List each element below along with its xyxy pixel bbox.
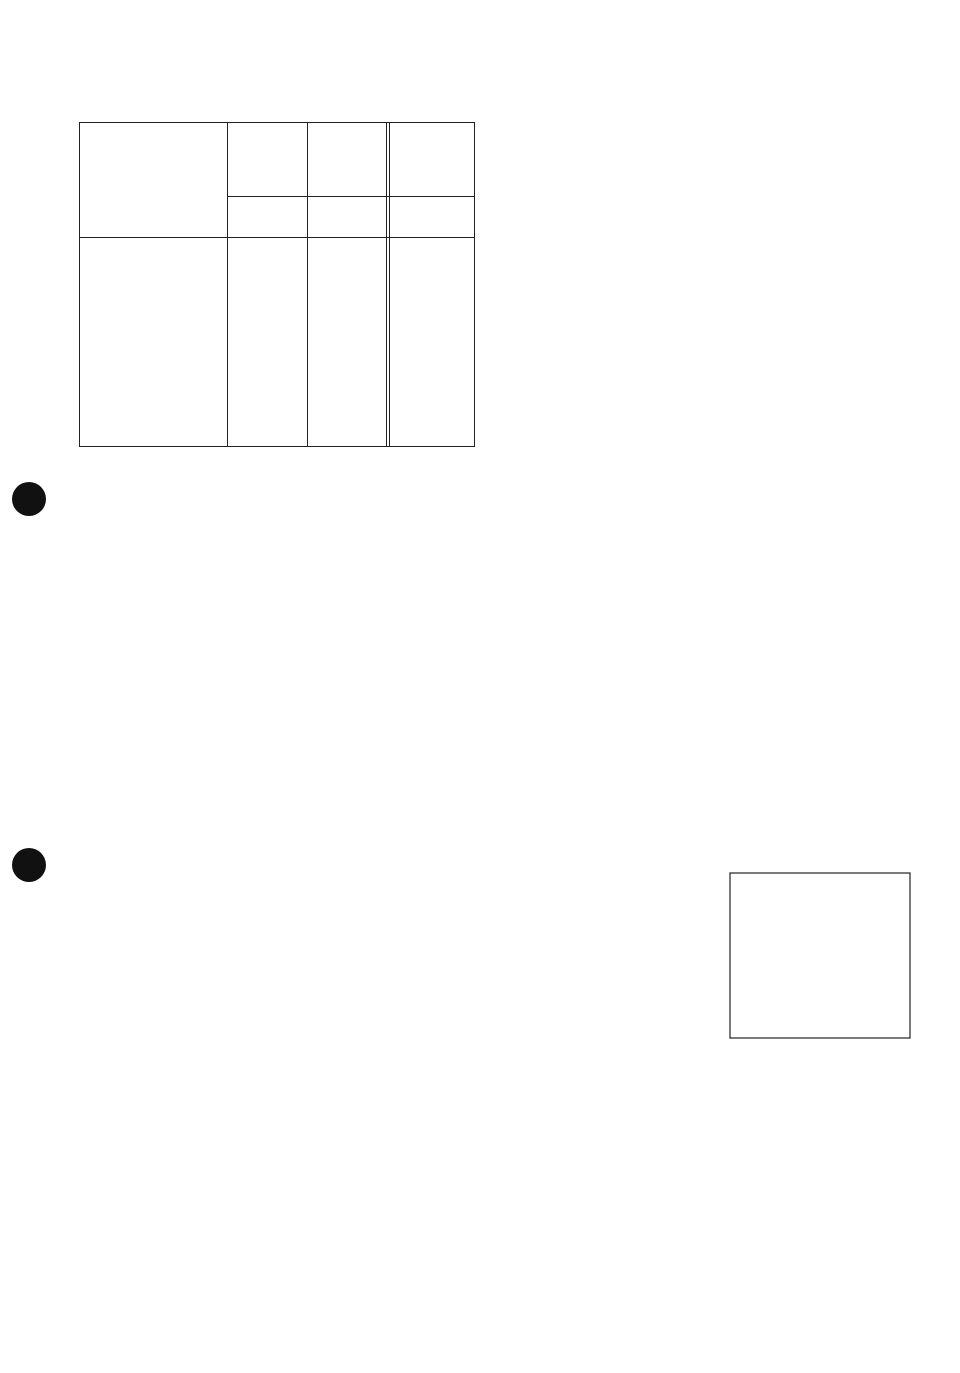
legend (730, 873, 910, 1038)
legend-box (730, 873, 910, 1038)
